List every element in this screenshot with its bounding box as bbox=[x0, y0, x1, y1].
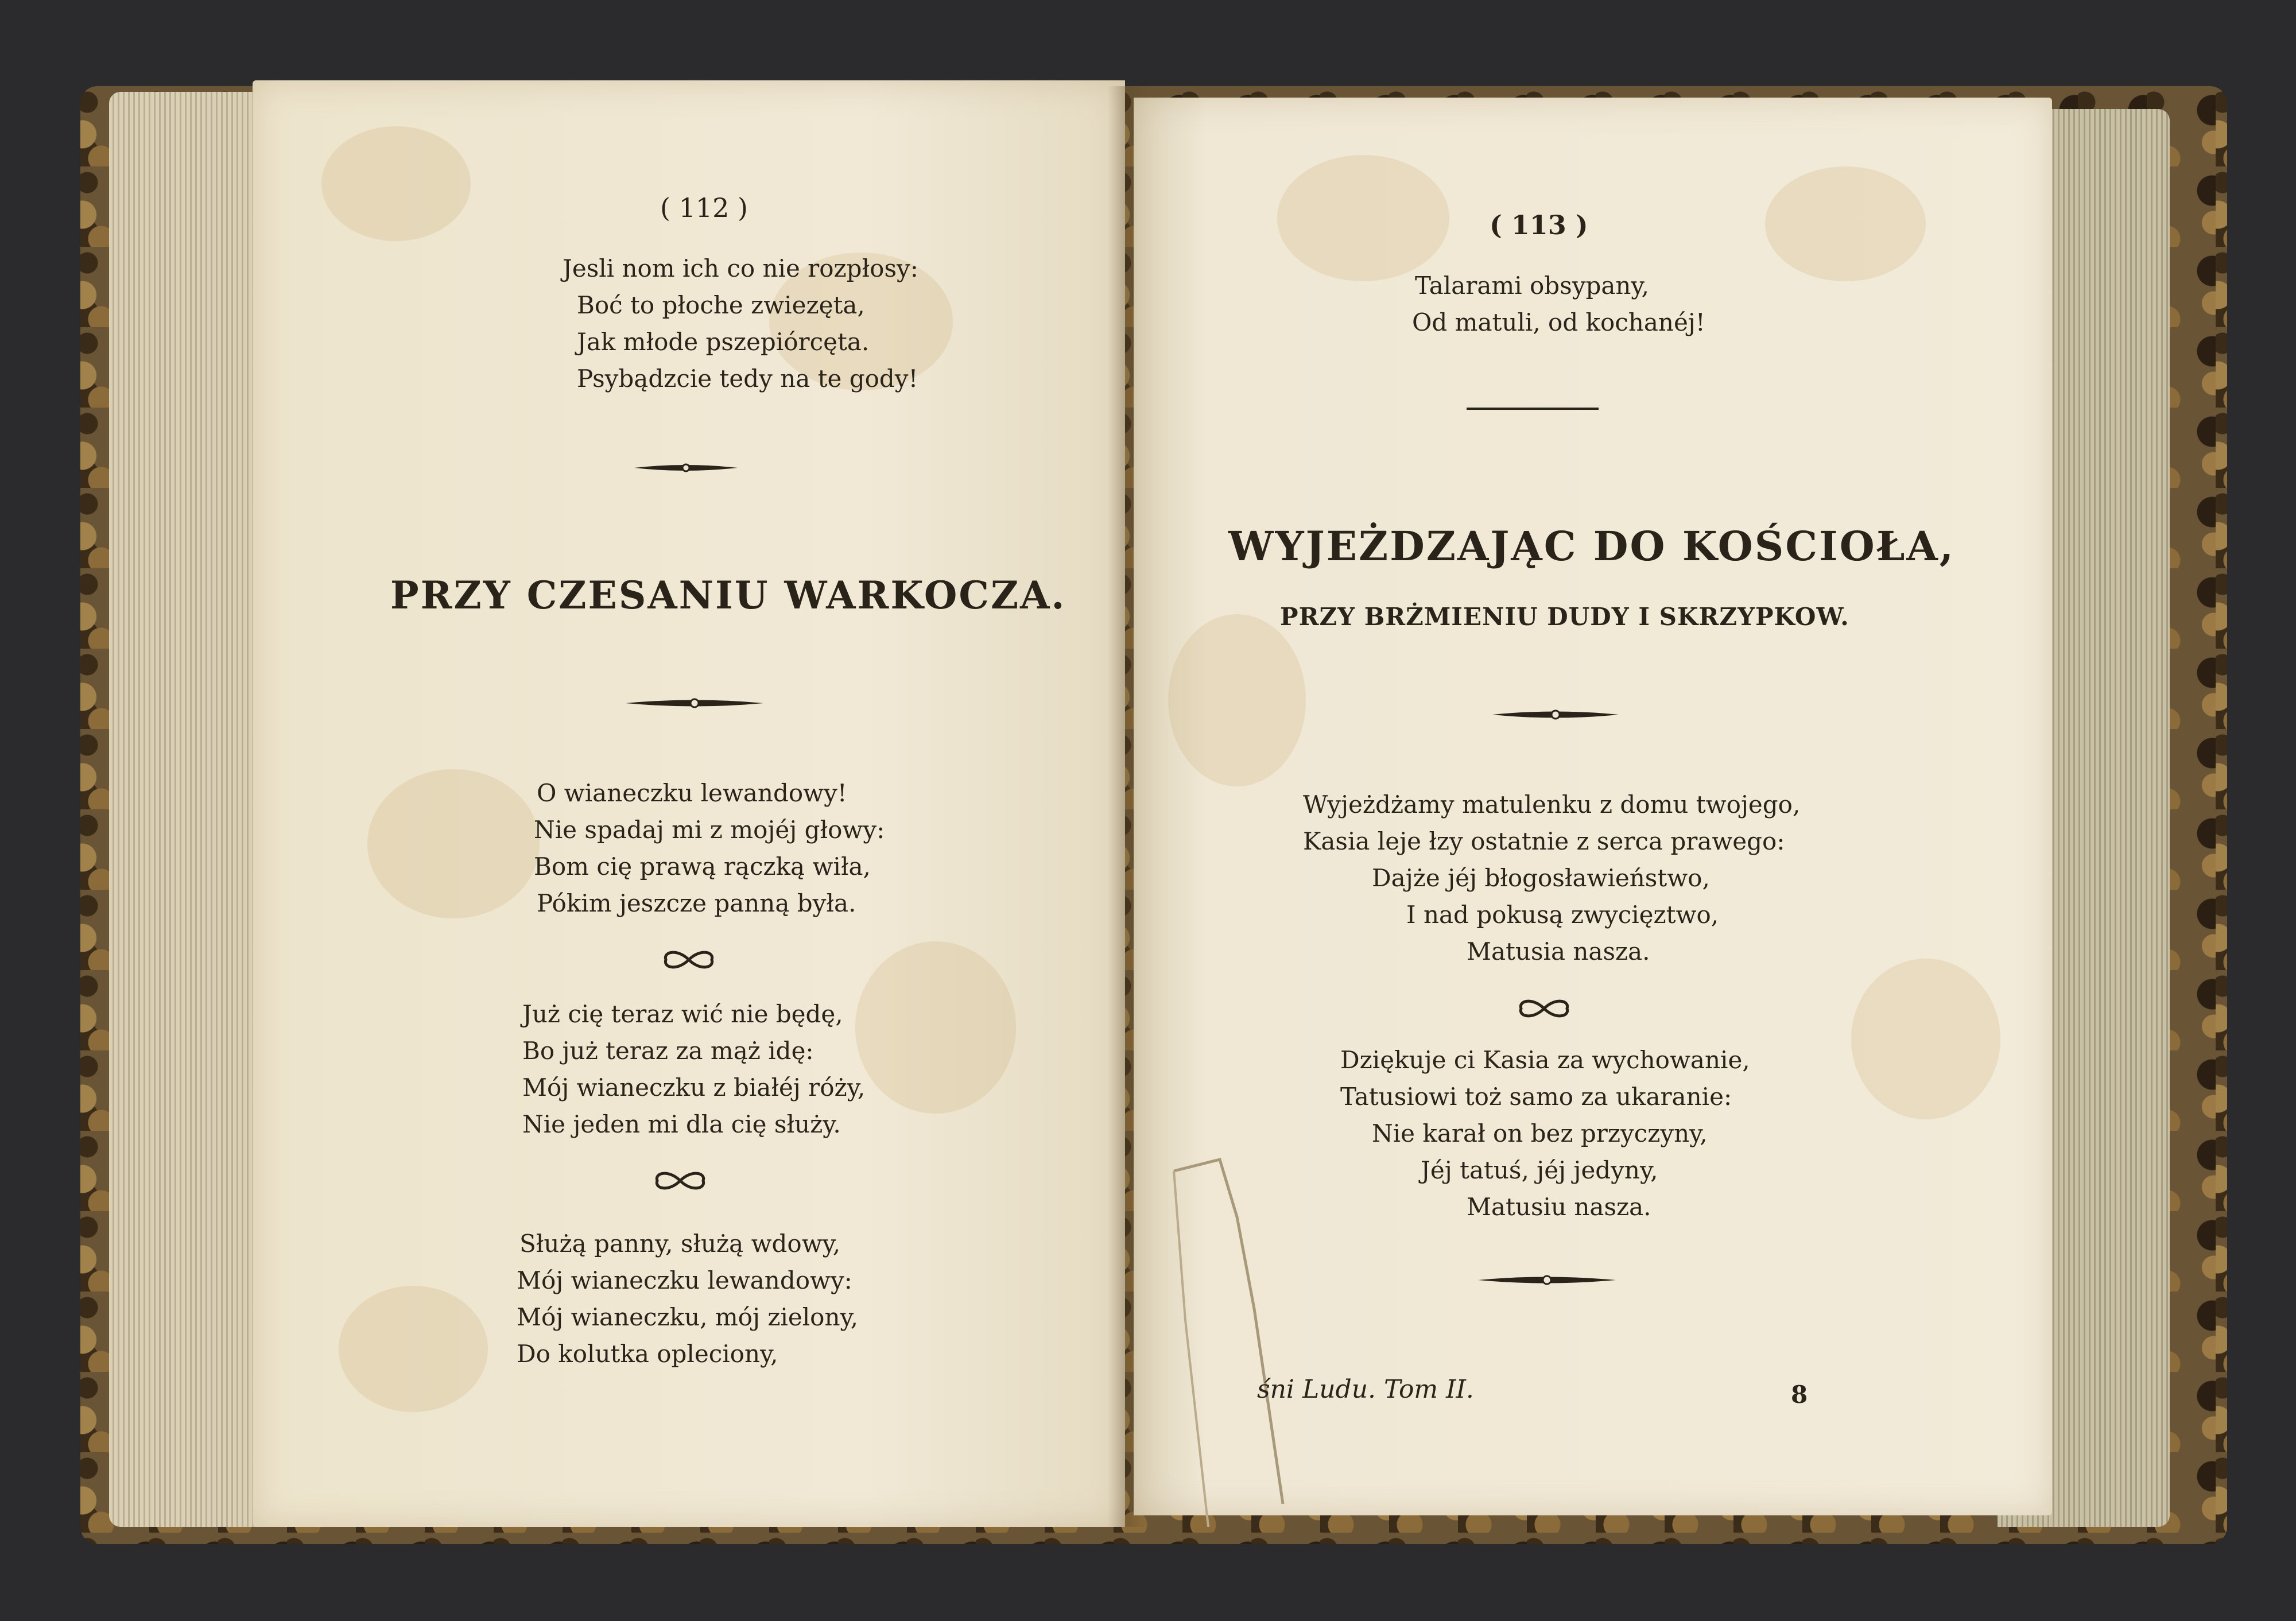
paper-stain bbox=[367, 769, 540, 918]
verse-line: Jesli nom ich co nie rozpłosy: bbox=[563, 254, 918, 282]
verse-line: Matusia nasza. bbox=[1467, 937, 1650, 965]
verse-line: Talarami obsypany, bbox=[1415, 272, 1649, 300]
verse-line: Tatusiowi toż samo za ukaranie: bbox=[1340, 1083, 1732, 1111]
ornament-divider bbox=[631, 459, 740, 476]
verse-line: Mój wianeczku z białéj róży, bbox=[522, 1073, 866, 1102]
verse-line: Jéj tatuś, jéj jedyny, bbox=[1421, 1156, 1658, 1184]
poem-title: WYJEŻDZAJĄC DO KOŚCIOŁA, bbox=[1228, 522, 1956, 570]
verse-line: Pókim jeszcze panną była. bbox=[537, 889, 856, 917]
paper-stain bbox=[1168, 614, 1306, 786]
verse-line: Dziękuje ci Kasia za wychowanie, bbox=[1340, 1046, 1750, 1074]
verse-line: Kasia leje łzy ostatnie z serca prawego: bbox=[1303, 827, 1785, 855]
running-footer: śni Ludu. Tom II. bbox=[1257, 1375, 1474, 1404]
verse-line: Wyjeżdżamy matulenku z domu twojego, bbox=[1303, 790, 1801, 819]
paper-stain bbox=[339, 1286, 488, 1412]
poem-title: PRZY CZESANIU WARKOCZA. bbox=[390, 573, 1066, 618]
fleuron-icon bbox=[1515, 996, 1573, 1021]
verse-line: Mój wianeczku lewandowy: bbox=[517, 1266, 852, 1294]
verse-line: Boć to płoche zwiezęta, bbox=[577, 291, 865, 319]
verse-line: Od matuli, od kochanéj! bbox=[1412, 308, 1705, 336]
paper-stain bbox=[1851, 959, 2000, 1119]
verse-line: Bom cię prawą rączką wiła, bbox=[534, 852, 871, 881]
ornament-divider bbox=[1475, 1271, 1619, 1289]
paper-stain bbox=[1277, 155, 1449, 281]
verse-line: I nad pokusą zwycięztwo, bbox=[1406, 901, 1719, 929]
paper-stain bbox=[321, 126, 471, 241]
ornament-divider bbox=[1490, 706, 1622, 723]
verse-line: Do kolutka opleciony, bbox=[517, 1340, 778, 1368]
paper-stain bbox=[1765, 166, 1926, 281]
paper-stain bbox=[855, 941, 1016, 1114]
fleuron-icon bbox=[660, 947, 718, 972]
verse-line: O wianeczku lewandowy! bbox=[537, 779, 847, 807]
poem-subtitle: PRZY BRŻMIENIU DUDY I SKRZYPKOW. bbox=[1280, 603, 1849, 631]
signature-mark: 8 bbox=[1791, 1380, 1808, 1409]
page-number-left: ( 112 ) bbox=[660, 192, 748, 223]
verse-line: Nie jeden mi dla cię służy. bbox=[522, 1110, 841, 1138]
verse-line: Bo już teraz za mąż idę: bbox=[522, 1037, 814, 1065]
verse-line: Już cię teraz wić nie będę, bbox=[522, 1000, 843, 1028]
verse-line: Jak młode pszepiórcęta. bbox=[577, 328, 870, 356]
verse-line: Psybądzcie tedy na te gody! bbox=[577, 364, 918, 393]
verse-line: Dajże jéj błogosławieństwo, bbox=[1372, 864, 1710, 892]
fleuron-icon bbox=[651, 1168, 709, 1193]
paper-tear-crease bbox=[1151, 1148, 1300, 1527]
verse-line: Nie karał on bez przyczyny, bbox=[1372, 1119, 1708, 1147]
verse-line: Mój wianeczku, mój zielony, bbox=[517, 1303, 859, 1331]
ornament-divider bbox=[623, 695, 766, 712]
page-edges-left bbox=[109, 92, 276, 1527]
section-rule bbox=[1467, 408, 1599, 410]
verse-line: Służą panny, służą wdowy, bbox=[519, 1230, 841, 1258]
verse-line: Matusiu nasza. bbox=[1467, 1193, 1651, 1221]
page-number-right: ( 113 ) bbox=[1490, 210, 1588, 241]
verse-line: Nie spadaj mi z mojéj głowy: bbox=[534, 816, 885, 844]
